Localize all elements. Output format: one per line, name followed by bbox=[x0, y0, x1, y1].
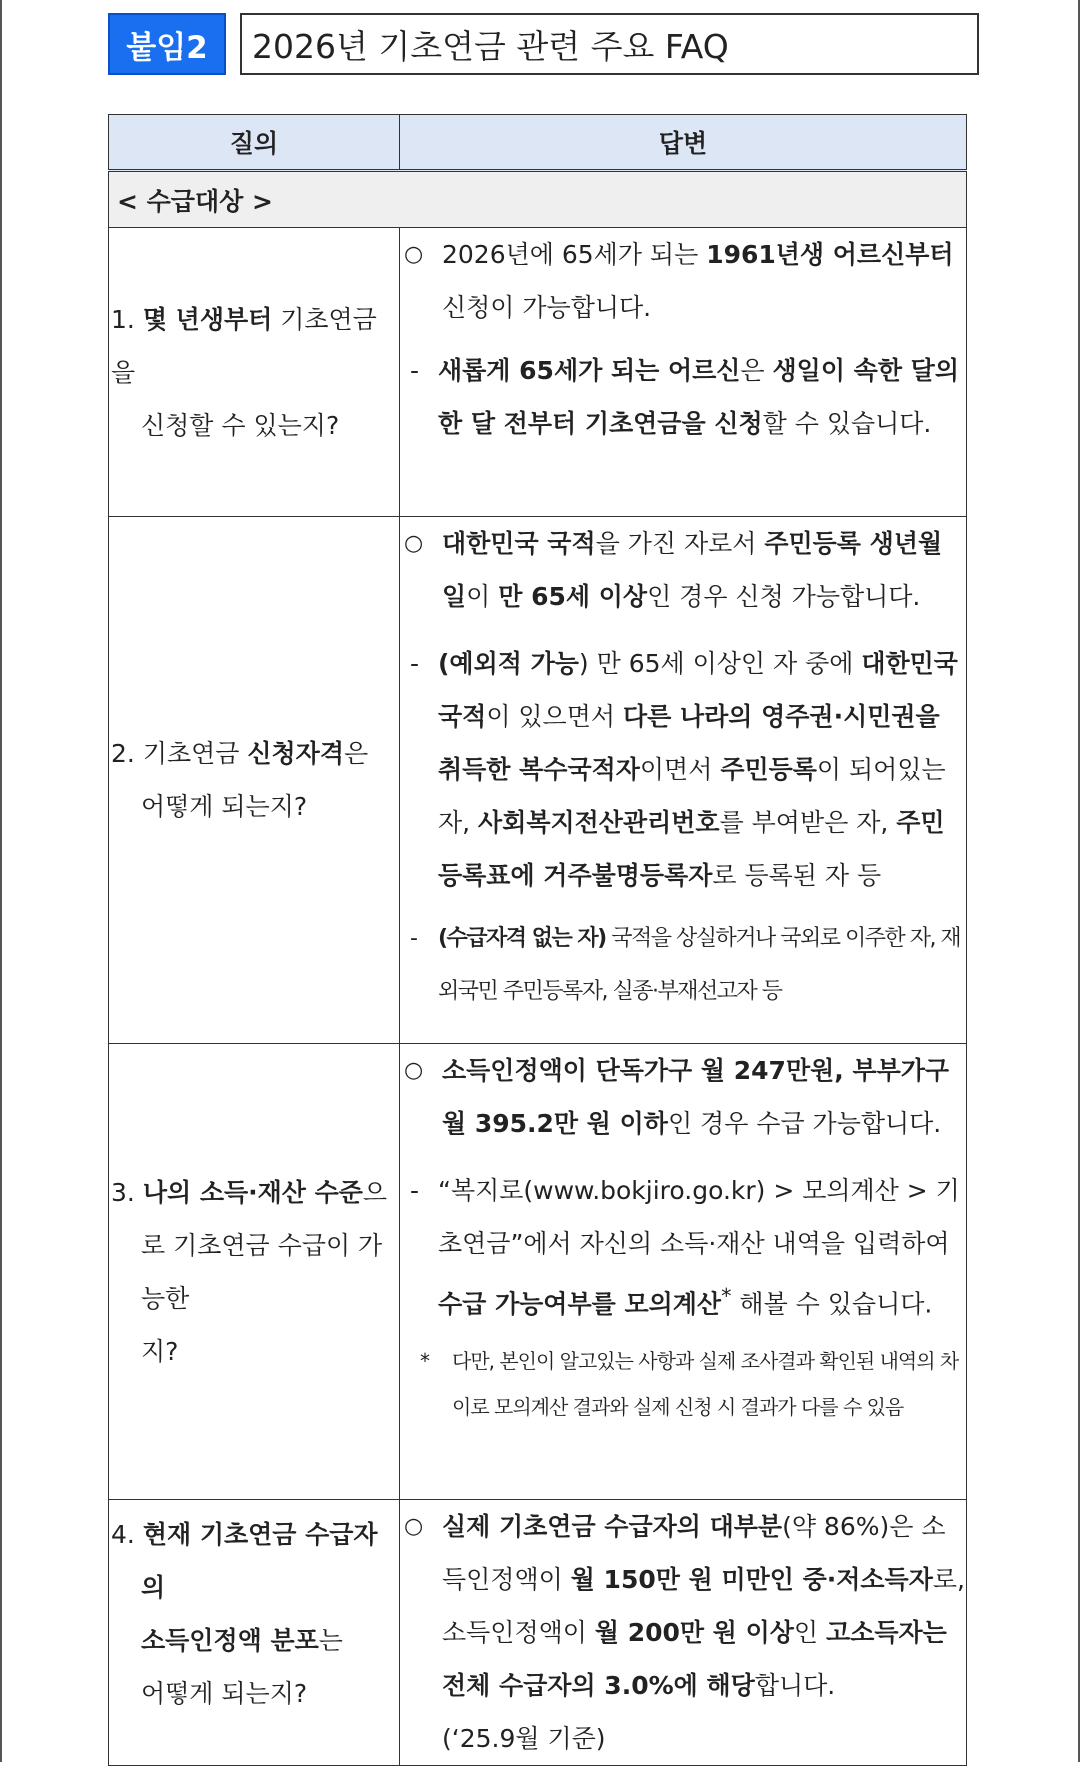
answer-cell bbox=[400, 517, 967, 1044]
question-text: 기초연금을 bbox=[111, 304, 377, 387]
question-line3: 지? bbox=[141, 1336, 179, 1366]
answer-bold: 만 65세 이상 bbox=[498, 582, 648, 611]
answer-main-point bbox=[400, 228, 966, 334]
reference-date: (‘25.9월 기준) bbox=[442, 1724, 606, 1753]
answer-bold: 소득인정액이 단독가구 월 247만원, 부부가구 월 395.2만 원 이하 bbox=[442, 1056, 950, 1138]
attachment-badge: 붙임2 bbox=[108, 13, 226, 75]
question-line2: 로 기초연금 수급이 가능한 bbox=[141, 1230, 383, 1313]
answer-bold: 주민등록 생년월일 bbox=[442, 529, 943, 611]
question-text: 는 bbox=[318, 1626, 343, 1655]
question-cell bbox=[109, 1500, 400, 1766]
answer-footnote bbox=[400, 1338, 966, 1430]
question-bold: 신청자격 bbox=[247, 739, 344, 768]
circle-bullet-icon: ○ bbox=[404, 242, 424, 267]
answer-text: 인 경우 수급 가능합니다. bbox=[667, 1109, 942, 1138]
document-title: 2026년 기초연금 관련 주요 FAQ bbox=[240, 13, 979, 75]
table-row bbox=[109, 1044, 967, 1500]
answer-text: 이 있으면서 bbox=[486, 702, 623, 731]
answer-bold: 월 200만 원 이상 bbox=[594, 1618, 794, 1647]
answer-bold: 대한민국 국적 bbox=[442, 529, 596, 558]
question-cell bbox=[109, 228, 400, 517]
dash-bullet-icon: - bbox=[410, 649, 420, 678]
answer-text: 해볼 수 있습니다. bbox=[731, 1289, 933, 1319]
question-bold: 몇 년생부터 bbox=[142, 304, 273, 334]
faq-table bbox=[108, 114, 967, 1766]
answer-cell bbox=[400, 1500, 967, 1766]
question-line3 bbox=[111, 1614, 399, 1667]
question-line4: 어떻게 되는지? bbox=[141, 1679, 308, 1708]
answer-bold: (예외적 가능 bbox=[438, 649, 579, 678]
answer-bold: 새롭게 65세가 되는 어르신 bbox=[438, 356, 741, 385]
answer-text: 인 bbox=[793, 1618, 827, 1647]
answer-text: ) 만 65세 이상인 자 중에 bbox=[578, 649, 862, 678]
answer-cell bbox=[400, 1044, 967, 1500]
answer-text: 로, 소득인정액이 bbox=[442, 1565, 965, 1647]
answer-text: 합니다. bbox=[754, 1671, 836, 1700]
answer-text: 로 등록된 자 등 bbox=[712, 861, 882, 890]
answer-text: 인 경우 신청 가능합니다. bbox=[647, 582, 921, 611]
document-header bbox=[108, 13, 972, 75]
table-row bbox=[109, 517, 967, 1044]
question-bold: 소득인정액 분포 bbox=[141, 1626, 319, 1655]
column-header-question: 질의 bbox=[109, 115, 400, 171]
answer-main-point bbox=[400, 1044, 966, 1150]
answer-text: “복지로(www.bokjiro.go.kr) > 모의계산 > 기초연금”에서 자신의 소득·재산 내역을 입력하여 bbox=[438, 1176, 960, 1258]
footnote-mark: * bbox=[721, 1284, 732, 1308]
question-text: 으 bbox=[362, 1177, 388, 1207]
answer-sub-point bbox=[400, 912, 966, 1018]
page-left-border bbox=[0, 0, 2, 1762]
answer-text: 2026년에 65세가 되는 bbox=[442, 240, 707, 269]
question-number: 4. bbox=[111, 1520, 135, 1549]
circle-bullet-icon: ○ bbox=[404, 1514, 424, 1539]
answer-bold: 주민등록표에 거주불명등록자 bbox=[438, 808, 945, 890]
answer-text: (약 86%)은 소득인정액이 bbox=[442, 1512, 946, 1594]
answer-text: 이 bbox=[466, 582, 499, 611]
column-header-answer: 답변 bbox=[400, 115, 967, 171]
dash-bullet-icon: - bbox=[410, 1176, 420, 1205]
answer-text: 이면서 bbox=[639, 755, 721, 784]
answer-bold: 다른 나라의 영주권·시민권을 취득한 복수국적자 bbox=[438, 702, 940, 784]
question-bold: 현재 기초연금 수급자 bbox=[142, 1520, 378, 1549]
table-row bbox=[109, 228, 967, 517]
question-text: 기초연금 bbox=[142, 739, 248, 768]
answer-main-point bbox=[400, 517, 966, 623]
answer-text: 를 부여받은 자, bbox=[719, 808, 897, 837]
answer-bold: 고소득자는 전체 수급자의 3.0%에 해당 bbox=[442, 1618, 947, 1700]
answer-text: 할 수 있습니다. bbox=[762, 409, 932, 438]
answer-text: 은 bbox=[740, 356, 773, 385]
question-text: 은 bbox=[343, 739, 369, 768]
answer-main-point bbox=[400, 1500, 966, 1765]
question-bold: 나의 소득·재산 수준 bbox=[142, 1177, 363, 1207]
circle-bullet-icon: ○ bbox=[404, 1058, 424, 1083]
answer-bold: 월 150만 원 미만인 중·저소득자 bbox=[570, 1565, 933, 1594]
answer-bold: 실제 기초연금 수급자의 대부분 bbox=[442, 1512, 783, 1541]
section-title: < 수급대상 > bbox=[109, 171, 967, 228]
dash-bullet-icon: - bbox=[410, 926, 417, 951]
answer-cell bbox=[400, 228, 967, 517]
question-number: 3. bbox=[111, 1177, 135, 1207]
answer-text: 을 가진 자로서 bbox=[595, 529, 765, 558]
answer-bold: 대한민국 국적 bbox=[438, 649, 958, 731]
dash-bullet-icon: - bbox=[410, 356, 420, 385]
table-header-row bbox=[109, 115, 967, 171]
table-row bbox=[109, 1500, 967, 1766]
answer-bold: 주민등록 bbox=[720, 755, 817, 784]
question-cell bbox=[109, 517, 400, 1044]
answer-bold: 수급 가능여부를 모의계산 bbox=[438, 1289, 722, 1319]
question-number: 2. bbox=[111, 739, 135, 768]
star-bullet-icon: * bbox=[420, 1349, 429, 1374]
answer-bold: 사회복지전산관리번호 bbox=[478, 808, 720, 837]
answer-sub-point bbox=[400, 637, 966, 902]
answer-text: 국적을 상실하거나 국외로 이주한 자, 재외국민 주민등록자, 실종·부재선고자 등 bbox=[438, 926, 961, 1004]
question-line2: 어떻게 되는지? bbox=[141, 792, 308, 821]
answer-bold: (수급자격 없는 자) bbox=[438, 926, 606, 951]
answer-sub-point bbox=[400, 1164, 966, 1330]
question-line2: 신청할 수 있는지? bbox=[141, 410, 340, 440]
question-number: 1. bbox=[111, 304, 135, 334]
section-row bbox=[109, 171, 967, 228]
question-bold: 의 bbox=[141, 1573, 166, 1602]
answer-sub-point bbox=[400, 344, 966, 450]
footnote-text: 다만, 본인이 알고있는 사항과 실제 조사결과 확인된 내역의 차이로 모의계산 결과와 실제 신청 시 결과가 다를 수 있음 bbox=[452, 1349, 959, 1420]
answer-text: 신청이 가능합니다. bbox=[442, 293, 652, 322]
question-cell bbox=[109, 1044, 400, 1500]
answer-bold: 1961년생 어르신부터 bbox=[706, 240, 954, 269]
answer-bold: 생일이 속한 달의 한 달 전부터 기초연금을 신청 bbox=[438, 356, 959, 438]
answer-text: 이 되어있는 자, bbox=[438, 755, 946, 837]
question-line2 bbox=[111, 1561, 399, 1614]
circle-bullet-icon: ○ bbox=[404, 531, 424, 556]
